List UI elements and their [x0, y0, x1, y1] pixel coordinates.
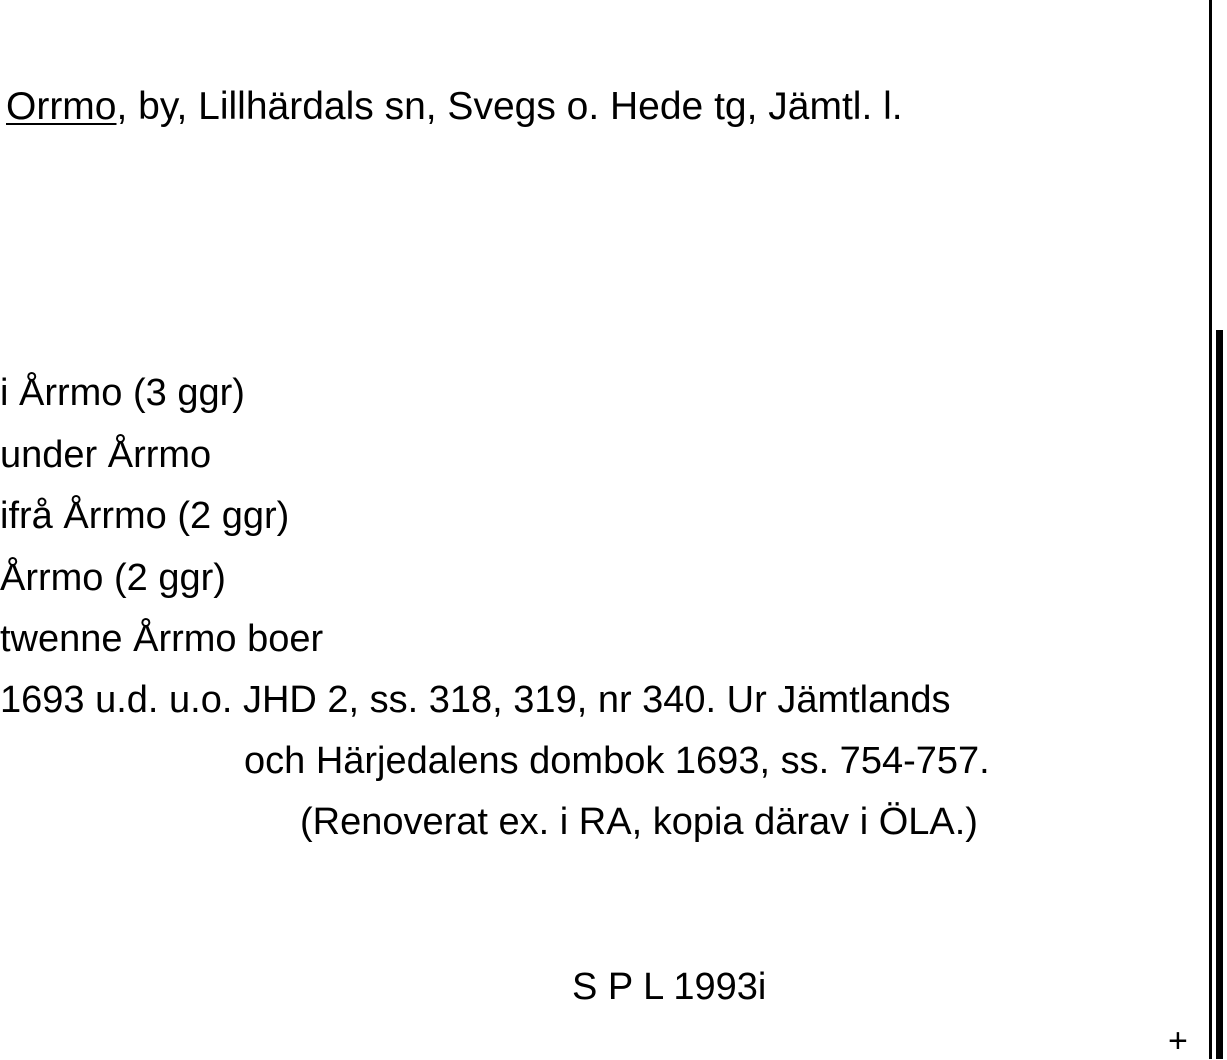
attested-form: under Årrmo	[0, 433, 212, 476]
place-description: , by, Lillhärdals sn, Svegs o. Hede tg, Jämtl. l.	[116, 85, 903, 128]
corner-mark: +	[1168, 1022, 1188, 1060]
source-line-1: 1693 u.d. u.o. JHD 2, ss. 318, 319, nr 340. Ur Jämtlands	[0, 679, 951, 721]
attested-form: twenne Årrmo boer	[0, 618, 324, 660]
source-line-3: (Renoverat ex. i RA, kopia därav i ÖLA.)	[300, 801, 978, 843]
signature: S P L 1993i	[572, 966, 767, 1008]
card-heading	[6, 84, 903, 130]
attested-form: Årrmo (2 ggr)	[0, 556, 226, 599]
card-edge-line	[1209, 0, 1212, 1059]
attested-form: i Årrmo (3 ggr)	[0, 372, 245, 414]
source-line-2: och Härjedalens dombok 1693, ss. 754-757.	[244, 740, 990, 782]
attested-form: ifrå Årrmo (2 ggr)	[0, 495, 290, 537]
place-name: Orrmo	[6, 85, 117, 128]
card-edge-shadow	[1216, 330, 1223, 1059]
attested-forms-list	[0, 370, 323, 678]
